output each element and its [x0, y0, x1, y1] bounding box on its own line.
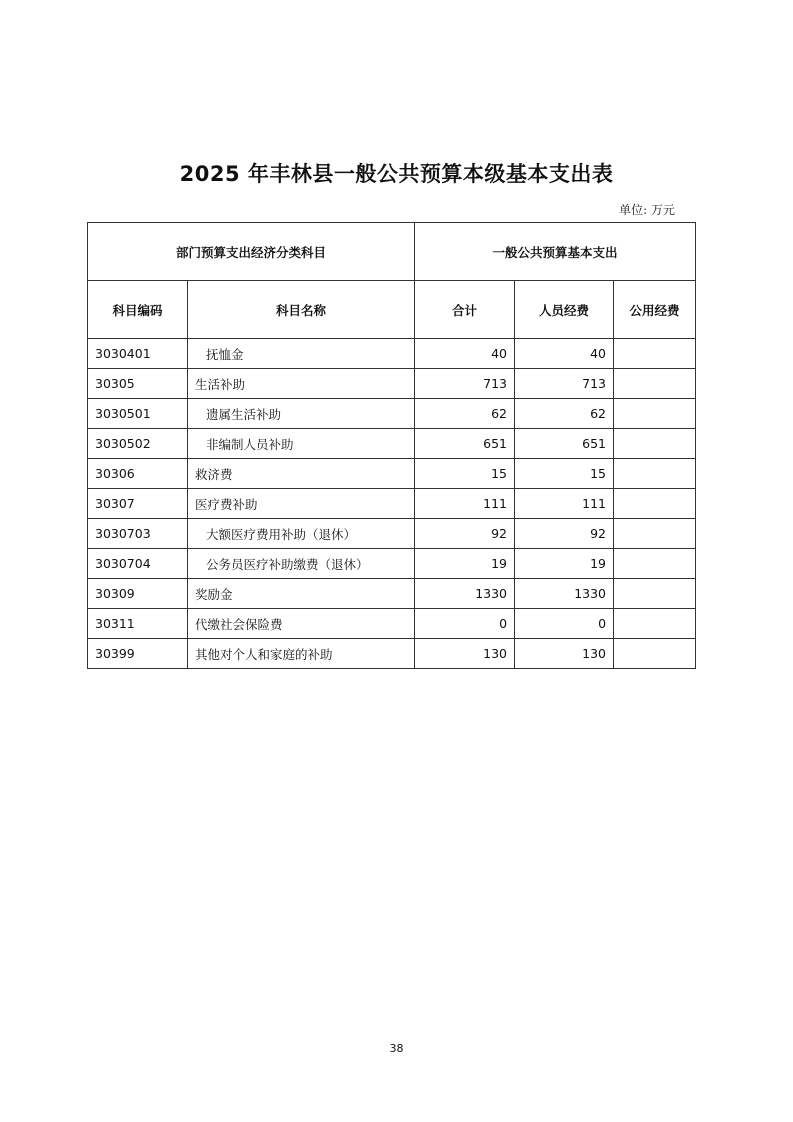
cell-personnel: 713 — [515, 369, 614, 399]
cell-personnel: 130 — [515, 639, 614, 669]
table-row — [88, 609, 696, 639]
cell-public — [614, 609, 696, 639]
cell-public — [614, 549, 696, 579]
cell-total: 111 — [415, 489, 515, 519]
group-header-classification: 部门预算支出经济分类科目 — [88, 223, 415, 281]
column-header-row — [88, 281, 696, 339]
cell-total: 0 — [415, 609, 515, 639]
cell-name: 公务员医疗补助缴费（退休） — [188, 549, 415, 579]
cell-public — [614, 369, 696, 399]
cell-public — [614, 429, 696, 459]
column-header-personnel: 人员经费 — [515, 281, 614, 339]
cell-code: 30309 — [88, 579, 188, 609]
table-row — [88, 369, 696, 399]
cell-name: 遗属生活补助 — [188, 399, 415, 429]
cell-name: 医疗费补助 — [188, 489, 415, 519]
cell-name: 大额医疗费用补助（退休） — [188, 519, 415, 549]
cell-total: 1330 — [415, 579, 515, 609]
column-header-total: 合计 — [415, 281, 515, 339]
column-header-code: 科目编码 — [88, 281, 188, 339]
cell-personnel: 92 — [515, 519, 614, 549]
cell-code: 30305 — [88, 369, 188, 399]
cell-public — [614, 519, 696, 549]
cell-name: 抚恤金 — [188, 339, 415, 369]
table-row — [88, 459, 696, 489]
cell-personnel: 62 — [515, 399, 614, 429]
cell-code: 3030502 — [88, 429, 188, 459]
cell-personnel: 651 — [515, 429, 614, 459]
cell-code: 3030401 — [88, 339, 188, 369]
cell-personnel: 0 — [515, 609, 614, 639]
cell-personnel: 40 — [515, 339, 614, 369]
cell-public — [614, 399, 696, 429]
cell-name: 非编制人员补助 — [188, 429, 415, 459]
table-row — [88, 339, 696, 369]
table-row — [88, 489, 696, 519]
table-row — [88, 429, 696, 459]
cell-total: 40 — [415, 339, 515, 369]
cell-code: 30399 — [88, 639, 188, 669]
cell-personnel: 1330 — [515, 579, 614, 609]
table-row — [88, 549, 696, 579]
cell-public — [614, 459, 696, 489]
cell-personnel: 111 — [515, 489, 614, 519]
table-row — [88, 579, 696, 609]
cell-total: 92 — [415, 519, 515, 549]
cell-total: 651 — [415, 429, 515, 459]
cell-personnel: 15 — [515, 459, 614, 489]
column-header-public: 公用经费 — [614, 281, 696, 339]
cell-code: 3030703 — [88, 519, 188, 549]
group-header-basic-expenditure: 一般公共预算基本支出 — [415, 223, 696, 281]
group-header-row — [88, 223, 696, 281]
cell-name: 奖励金 — [188, 579, 415, 609]
unit-label: 单位: 万元 — [619, 203, 675, 217]
cell-code: 30307 — [88, 489, 188, 519]
cell-total: 130 — [415, 639, 515, 669]
cell-name: 其他对个人和家庭的补助 — [188, 639, 415, 669]
cell-public — [614, 489, 696, 519]
cell-name: 代缴社会保险费 — [188, 609, 415, 639]
budget-table — [87, 222, 696, 669]
table-row — [88, 399, 696, 429]
cell-name: 生活补助 — [188, 369, 415, 399]
cell-total: 62 — [415, 399, 515, 429]
cell-name: 救济费 — [188, 459, 415, 489]
cell-code: 30311 — [88, 609, 188, 639]
page-number: 38 — [389, 1042, 404, 1055]
cell-total: 15 — [415, 459, 515, 489]
table-row — [88, 519, 696, 549]
page-title: 2025 年丰林县一般公共预算本级基本支出表 — [179, 162, 614, 186]
cell-total: 713 — [415, 369, 515, 399]
table-row — [88, 639, 696, 669]
cell-code: 30306 — [88, 459, 188, 489]
cell-public — [614, 639, 696, 669]
cell-public — [614, 339, 696, 369]
cell-code: 3030501 — [88, 399, 188, 429]
cell-code: 3030704 — [88, 549, 188, 579]
cell-public — [614, 579, 696, 609]
cell-personnel: 19 — [515, 549, 614, 579]
cell-total: 19 — [415, 549, 515, 579]
column-header-name: 科目名称 — [188, 281, 415, 339]
